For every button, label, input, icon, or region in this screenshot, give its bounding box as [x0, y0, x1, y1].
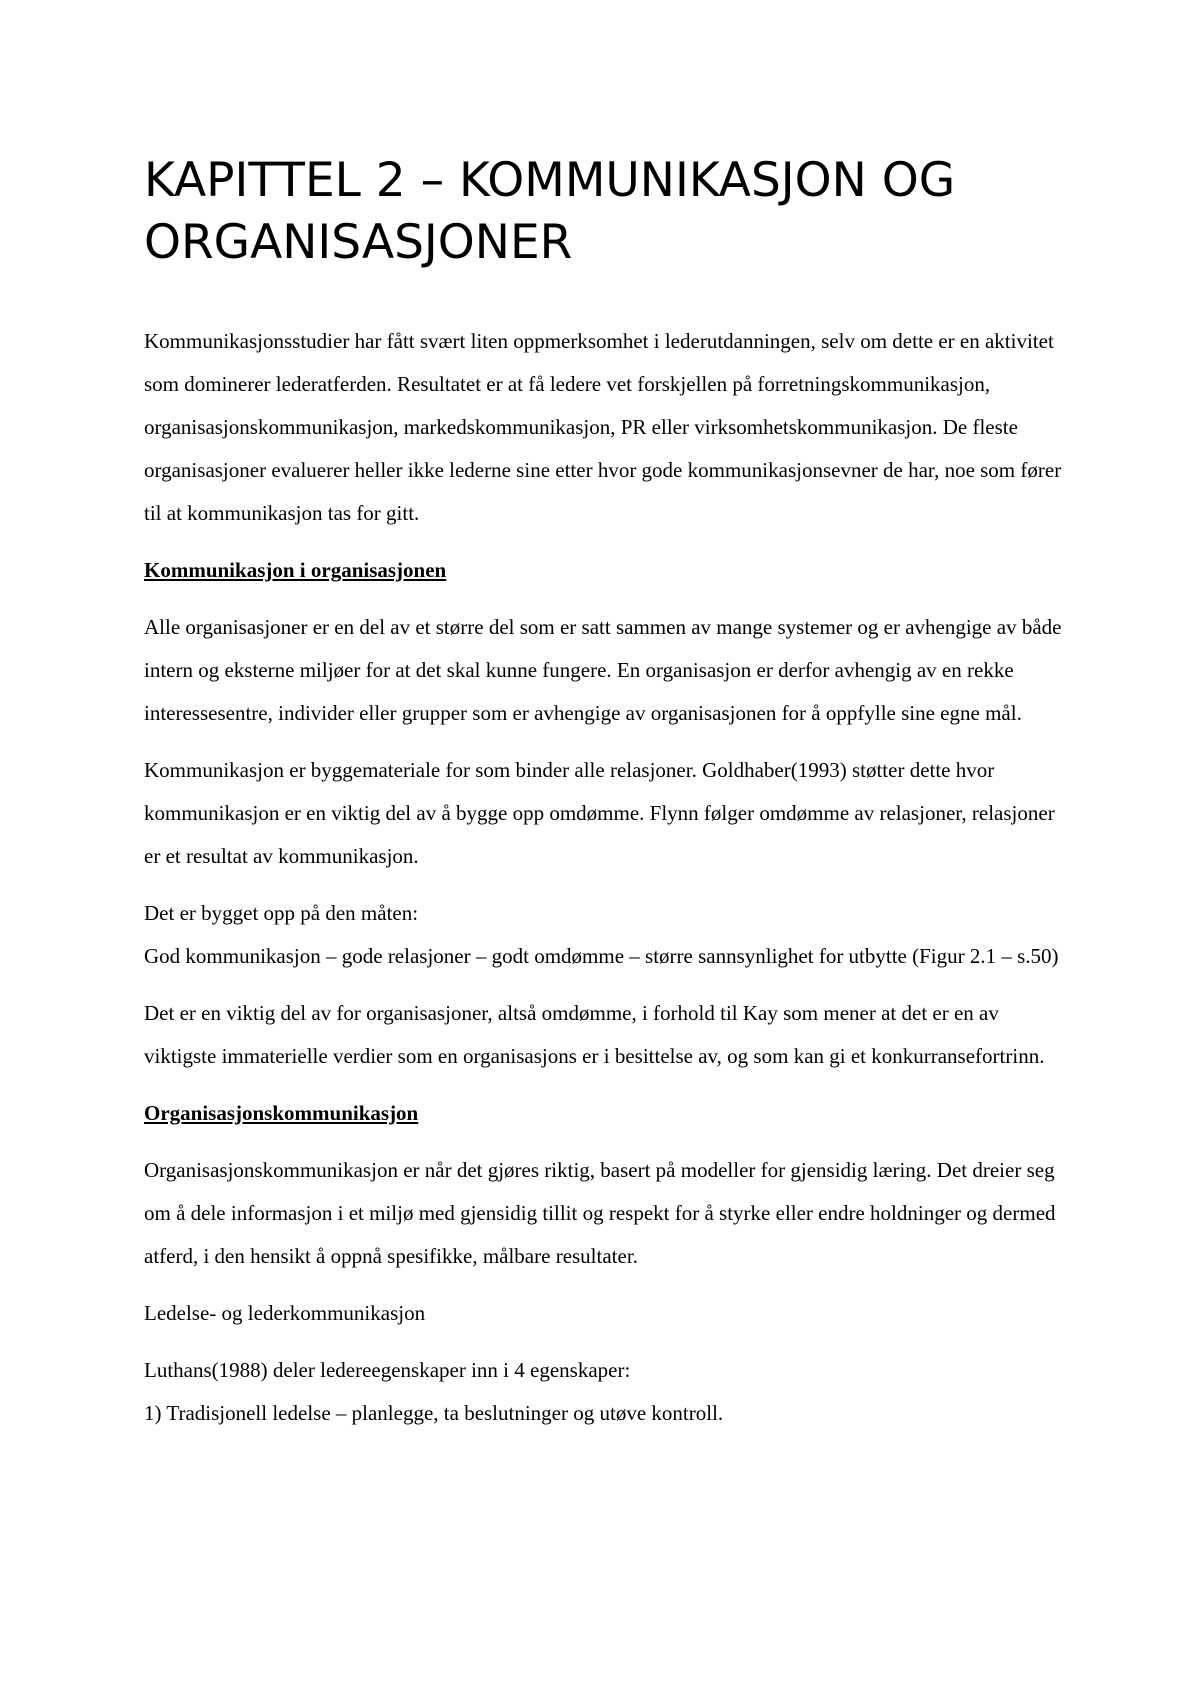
paragraph-list [144, 1349, 1074, 1435]
chapter-title: KAPITTEL 2 – KOMMUNIKASJON OG ORGANISASJONER [144, 153, 956, 270]
document-page [144, 150, 1074, 1449]
paragraph: Alle organisasjoner er en del av et større del som er satt sammen av mange systemer og er avhengige av både intern og eksterne miljøer for at det skal kunne fungere. En organisasjon er derfor avhengig av en rekke interessesentre, individer eller grupper som er avhengige av organisasjonen for å oppfylle sine egne mål. [144, 615, 1062, 725]
paragraph: Det er en viktig del av for organisasjoner, altså omdømme, i forhold til Kay som mener at det er en av viktigste immaterielle verdier som en organisasjons er i besittelse av, og som kan gi et konkurransefortrinn. [144, 1001, 1045, 1068]
list-item: 1) Tradisjonell ledelse – planlegge, ta beslutninger og utøve kontroll. [144, 1401, 724, 1425]
paragraph-line: Det er bygget opp på den måten: [144, 901, 419, 925]
intro-paragraph: Kommunikasjonsstudier har fått svært liten oppmerksomhet i lederutdanningen, selv om dette er en aktivitet som dominerer lederatferden. Resultatet er at få ledere vet forskjellen på forretningskommunikasjon, organisasjonskommunikasjon, markedskommunikasjon, PR eller virksomhetskommunikasjon. De fleste organisasjoner evaluerer heller ikke lederne sine etter hvor gode kommunikasjonsevner de har, noe som fører til at kommunikasjon tas for gitt. [144, 329, 1062, 525]
section-heading-organisasjonskommunikasjon: Organisasjonskommunikasjon [144, 1101, 419, 1125]
paragraph: Organisasjonskommunikasjon er når det gjøres riktig, basert på modeller for gjensidig læring. Det dreier seg om å dele informasjon i et miljø med gjensidig tillit og respekt for å styrke eller endre holdninger og dermed atferd, i den hensikt å oppnå spesifikke, målbare resultater. [144, 1158, 1056, 1268]
paragraph-model [144, 892, 1074, 978]
paragraph: Kommunikasjon er byggemateriale for som binder alle relasjoner. Goldhaber(1993) støtter dette hvor kommunikasjon er en viktig del av å bygge opp omdømme. Flynn følger omdømme av relasjoner, relasjoner er et resultat av kommunikasjon. [144, 758, 1055, 868]
paragraph-line: God kommunikasjon – gode relasjoner – godt omdømme – større sannsynlighet for utbytte (Figur 2.1 – s.50) [144, 944, 1059, 968]
section-heading-kommunikasjon-i-organisasjonen: Kommunikasjon i organisasjonen [144, 558, 447, 582]
subheading-ledelse: Ledelse- og lederkommunikasjon [144, 1301, 426, 1325]
paragraph-line: Luthans(1988) deler ledereegenskaper inn i 4 egenskaper: [144, 1358, 631, 1382]
